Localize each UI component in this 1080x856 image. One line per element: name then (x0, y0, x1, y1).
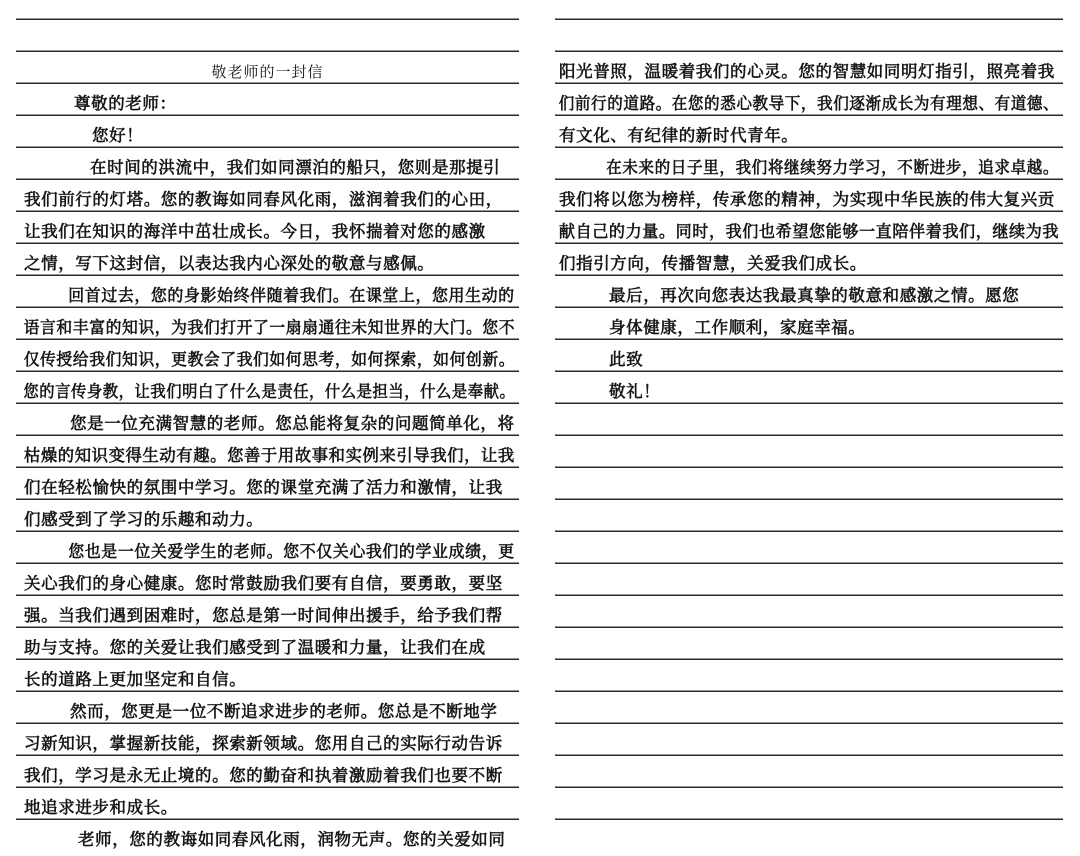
letter-line: 们前行的道路。在您的悉心教导下，我们逐渐成长为有理想、有道德、 (558, 94, 1060, 113)
letter-line: 在未来的日子里，我们将继续努力学习，不断进步，追求卓越。 (606, 158, 1060, 177)
letter-line: 老师，您的教诲如同春风化雨，润物无声。您的关爱如同 (78, 830, 506, 849)
letter-line: 身体健康，工作顺利，家庭幸福。 (609, 318, 866, 337)
letter-line: 们感受到了学习的乐趣和动力。 (24, 510, 264, 529)
letter-line: 们在轻松愉快的氛围中学习。您的课堂充满了活力和激情，让我 (24, 478, 503, 497)
letter-line: 枯燥的知识变得生动有趣。您善于用故事和实例来引导我们，让我 (23, 446, 515, 465)
letter-line: 地追求进步和成长。 (24, 798, 178, 817)
right-page (555, 0, 1063, 820)
letter-line: 回首过去，您的身影始终伴随着我们。在课堂上，您用生动的 (68, 286, 515, 305)
letter-line: 有文化、有纪律的新时代青年。 (559, 126, 799, 145)
letter-line: 仅传授给我们知识，更教会了我们如何思考，如何探索，如何创新。 (23, 350, 516, 369)
letter-line: 献自己的力量。同时，我们也希望您能够一直陪伴着我们，继续为我 (558, 222, 1060, 241)
letter-line: 然而，您更是一位不断追求进步的老师。您总是不断地学 (70, 702, 498, 721)
letter-line: 敬礼！ (609, 382, 661, 401)
letter-line: 您是一位充满智慧的老师。您总能将复杂的问题简单化，将 (70, 414, 515, 433)
left-page (16, 0, 519, 849)
letter-line: 之情，写下这封信，以表达我内心深处的敬意与感佩。 (24, 254, 435, 273)
letter-line: 我们，学习是永无止境的。您的勤奋和执着激励着我们也要不断 (24, 766, 503, 785)
letter-line: 长的道路上更加坚定和自信。 (24, 670, 247, 689)
letter-line: 您好！ (92, 126, 144, 145)
letter-line: 助与支持。您的关爱让我们感受到了温暖和力量，让我们在成 (24, 638, 486, 657)
letter-line: 强。当我们遇到困难时，您总是第一时间伸出援手，给予我们帮 (24, 606, 503, 625)
letter-line: 您也是一位关爱学生的老师。您不仅关心我们的学业成绩，更 (68, 542, 515, 561)
letter-line: 习新知识，掌握新技能，探索新领域。您用自己的实际行动告诉 (24, 734, 503, 753)
letter-line: 我们前行的灯塔。您的教诲如同春风化雨，滋润着我们的心田， (24, 190, 503, 209)
letter-line: 最后，再次向您表达我最真挚的敬意和感激之情。愿您 (609, 286, 1020, 305)
letter-line: 们指引方向，传播智慧，关爱我们成长。 (559, 254, 867, 273)
letter-line: 让我们在知识的海洋中茁壮成长。今日，我怀揣着对您的感激 (24, 222, 486, 241)
letter-line: 我们将以您为榜样，传承您的精神，为实现中华民族的伟大复兴贡 (559, 190, 1055, 209)
letter-line: 尊敬的老师： (74, 94, 177, 113)
letter-line: 您的言传身教，让我们明白了什么是责任，什么是担当，什么是奉献。 (23, 382, 516, 401)
letter-line: 此致 (609, 350, 644, 369)
letter-line: 在时间的洪流中，我们如同漂泊的船只，您则是那提引 (90, 158, 501, 177)
letter-line: 关心我们的身心健康。您时常鼓励我们要有自信，要勇敢，要坚 (24, 574, 503, 593)
letter-line: 阳光普照，温暖着我们的心灵。您的智慧如同明灯指引，照亮着我 (559, 62, 1055, 81)
letter-title: 敬老师的一封信 (211, 63, 324, 81)
letter-line: 语言和丰富的知识，为我们打开了一扇扇通往未知世界的大门。您不 (23, 318, 516, 337)
